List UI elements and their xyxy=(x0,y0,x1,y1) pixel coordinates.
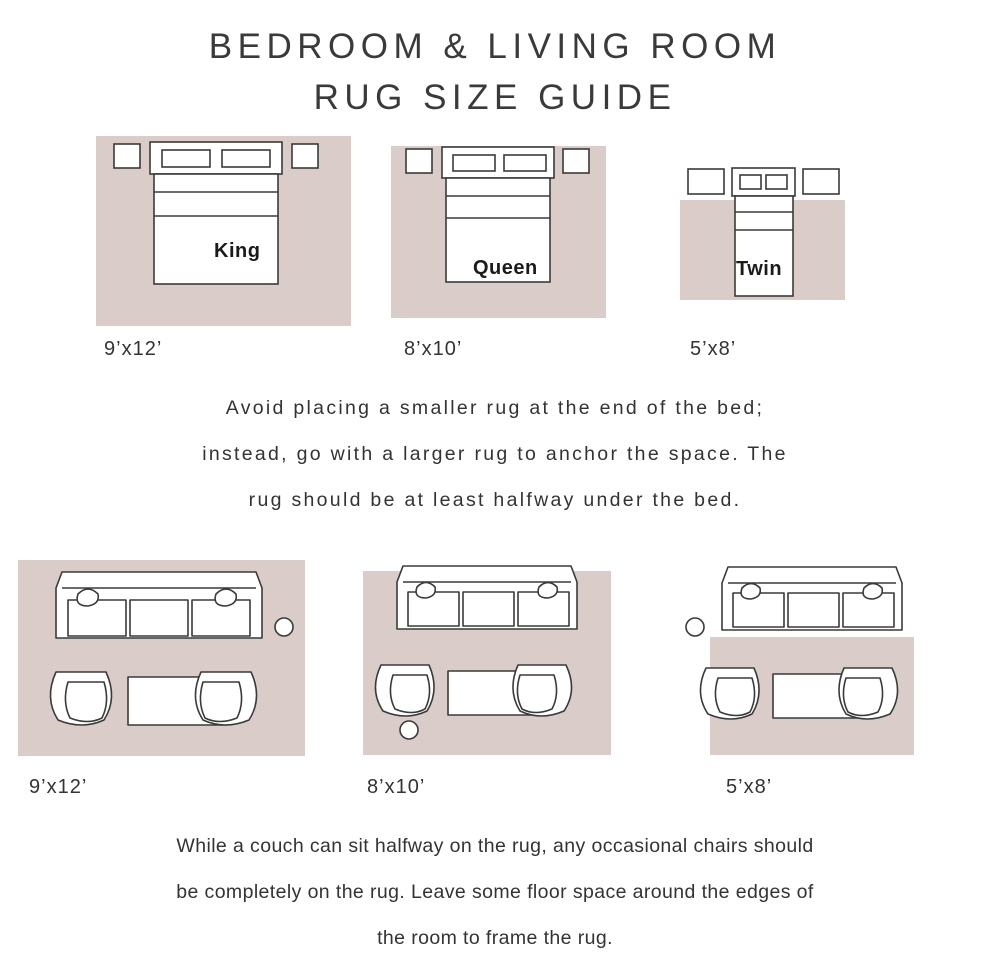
living-room-diagram-9x12 xyxy=(18,560,305,756)
bedroom-diagram-queen xyxy=(391,146,606,318)
rug-size-label-twin: 5’x8’ xyxy=(690,338,737,360)
title-line-2: RUG SIZE GUIDE xyxy=(313,77,677,117)
living-room-caption-line-1: While a couch can sit halfway on the rug, any occasional chairs should xyxy=(176,835,814,857)
rug-size-label-living-5x8: 5’x8’ xyxy=(726,776,773,798)
rug-size-label-queen: 8’x10’ xyxy=(404,338,463,360)
page-title xyxy=(0,0,990,124)
king-bed-drawing xyxy=(96,136,351,326)
living-room-diagram-5x8 xyxy=(710,637,914,755)
living-room-diagram-8x10 xyxy=(363,571,611,755)
bedroom-caption-line-1: Avoid placing a smaller rug at the end of the bed; xyxy=(225,397,765,419)
living-room-5x8-drawing xyxy=(670,562,930,752)
bedroom-diagram-king xyxy=(96,136,351,326)
living-room-caption-line-3: the room to frame the rug. xyxy=(377,926,613,949)
bed-label-twin: Twin xyxy=(736,258,783,280)
rug-size-label-living-9x12: 9’x12’ xyxy=(29,776,88,798)
bedroom-caption xyxy=(95,386,895,523)
rug-size-label-king: 9’x12’ xyxy=(104,338,163,360)
bedroom-caption-line-3: rug should be at least halfway under the bed. xyxy=(248,488,742,511)
rug-size-label-living-8x10: 8’x10’ xyxy=(367,776,426,798)
bedroom-diagram-twin xyxy=(680,166,845,300)
living-room-caption xyxy=(45,824,945,961)
bed-label-king: King xyxy=(214,240,261,262)
living-room-9x12-drawing xyxy=(18,560,305,756)
living-room-caption-line-2: be completely on the rug. Leave some floor space around the edges of xyxy=(176,880,814,903)
queen-bed-drawing xyxy=(391,146,606,318)
living-room-8x10-drawing xyxy=(363,561,623,761)
bedroom-caption-line-2: instead, go with a larger rug to anchor the space. The xyxy=(202,442,788,465)
title-line-1: BEDROOM & LIVING ROOM xyxy=(208,27,782,66)
bed-label-queen: Queen xyxy=(473,257,538,279)
